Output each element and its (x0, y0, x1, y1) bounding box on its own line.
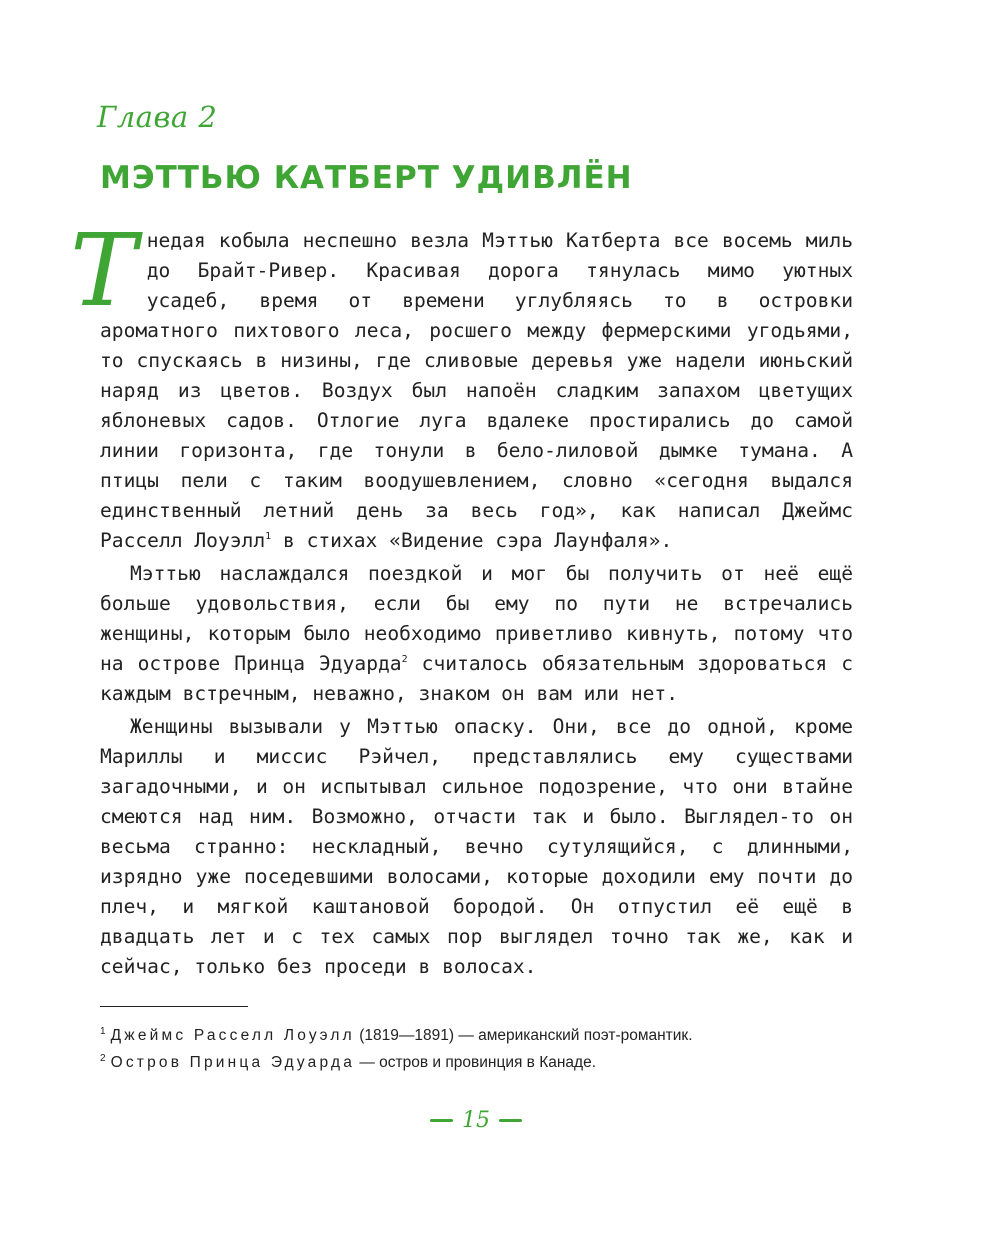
folio-dash-left (430, 1119, 453, 1122)
footnote-text: — остров и провинция в Канаде. (355, 1054, 597, 1071)
footnote-1 (100, 1020, 880, 1047)
paragraph-2 (100, 559, 853, 709)
footnote-term: Джеймс Расселл Лоуэлл (110, 1027, 355, 1044)
footnote-ref-2[interactable]: 2 (401, 654, 408, 665)
footnote-term: Остров Принца Эдуарда (110, 1054, 356, 1071)
chapter-title: МЭТТЬЮ КАТБЕРТ УДИВЛЁН (100, 160, 633, 196)
paragraph-1 (70, 212, 853, 556)
body-text (70, 212, 853, 982)
paragraph-3: Женщины вызывали у Мэттью опаску. Они, все до одной, кроме Мариллы и миссис Рэйчел, представлялись ему существами загадочными, и он испытывал сильное подозрение, что они втайне смеются над ним. Возможно, отчасти так и было. Выглядел-то он весьма странно: нескладный, вечно сутулящийся, с длинными, изрядно уже поседевшими волосами, которые доходили ему почти до плеч, и мягкой каштановой бородой. Он отпустил её ещё в двадцать лет и с тех самых пор выглядел точно так же, как и сейчас, только без проседи в волосах. (100, 715, 853, 978)
chapter-label: Глава 2 (97, 100, 218, 134)
page-number-block (430, 1104, 522, 1136)
footnote-2 (100, 1047, 880, 1074)
footnote-text: (1819—1891) — американский поэт-романтик. (354, 1027, 693, 1044)
footnote-number: 1 (100, 1026, 106, 1037)
paragraph-1-text-b: в стихах «Видение сэра Лаунфаля». (271, 529, 673, 552)
footnote-ref-1[interactable]: 1 (265, 531, 272, 542)
paragraph-2-text-a: Мэттью наслаждался поездкой и мог бы получить от неё ещё больше удовольствия, если бы ему по пути не встречались женщины, которым было необходимо приветливо кивнуть, потому что на острове Принца Эдуарда (100, 562, 853, 675)
paragraph-1-text-a: недая кобыла неспешно везла Мэттью Катберта все восемь миль до Брайт-Ривер. Красивая дорога тянулась мимо уютных усадеб, время от времени углубляясь то в островки ароматного пихтового леса, росшего между фермерскими угодьями, то спускаясь в низины, где сливовые деревья уже надели июньский наряд из цветов. Воздух был напоён сладким запахом цветущих яблоневых садов. Отлогие луга вдалеке простирались до самой линии горизонта, где тонули в бело-лиловой дымке тумана. А птицы пели с таким воодушевлением, словно «сегодня выдался единственный летний день за весь год», как написал Джеймс Расселл Лоуэлл (100, 229, 853, 552)
footnote-number: 2 (100, 1053, 106, 1064)
folio-dash-right (499, 1119, 522, 1122)
footnotes (100, 1020, 880, 1074)
paragraph-2-text-b: считалось обязательным здороваться с каждым встречным, неважно, знаком он вам или нет. (100, 652, 853, 705)
footnote-divider (100, 1006, 248, 1007)
drop-cap: Т (70, 212, 137, 329)
page-number: 15 (462, 1107, 490, 1133)
